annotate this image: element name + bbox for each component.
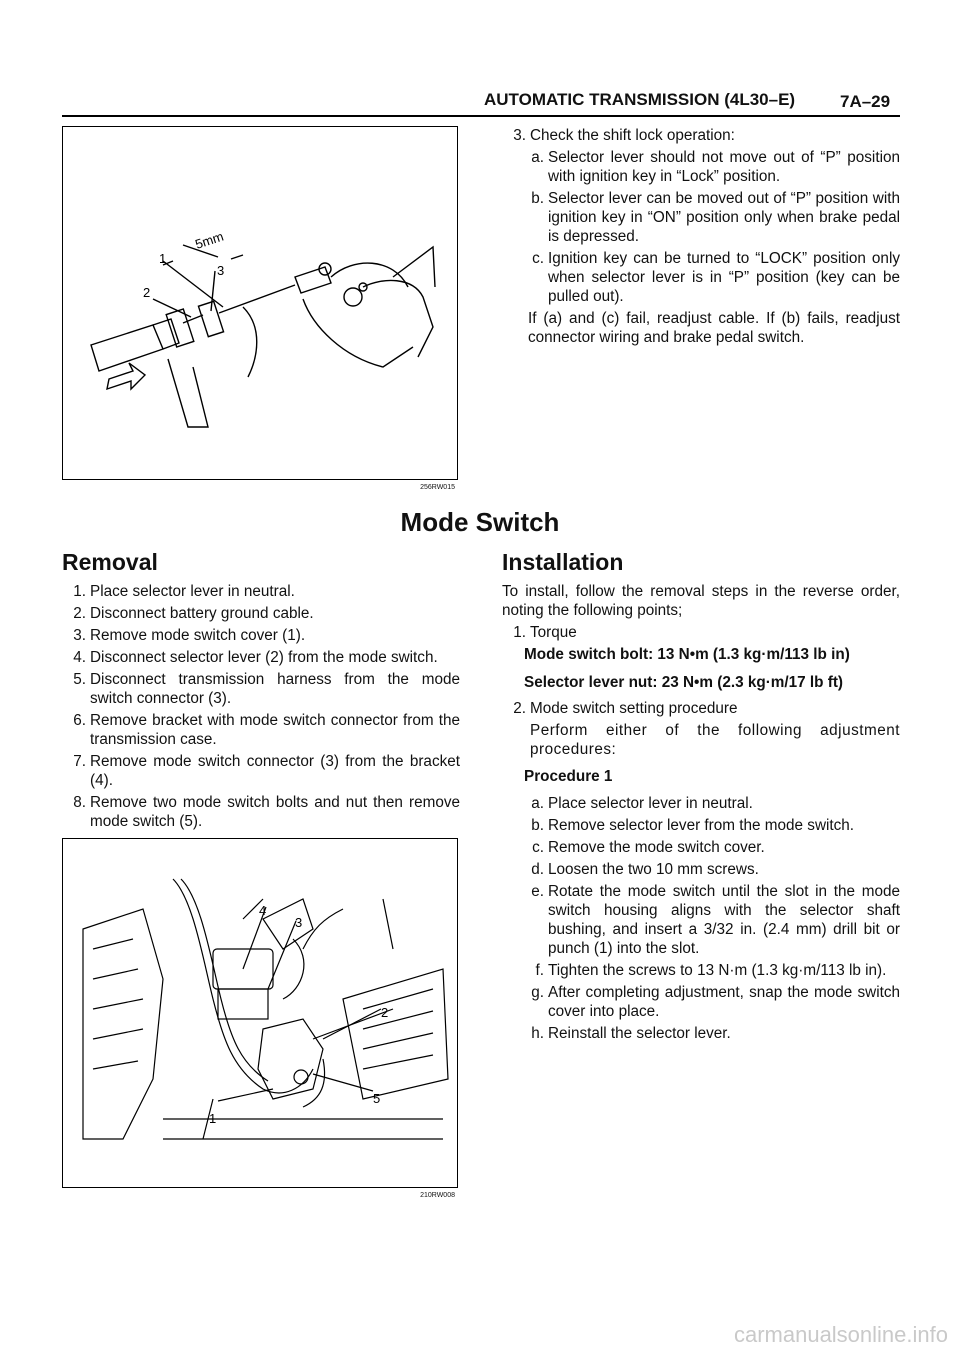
callout-2: 2 (143, 285, 151, 300)
installation-heading: Installation (502, 549, 624, 575)
figure-code: 210RW008 (420, 1192, 455, 1199)
list-item: c. Ignition key can be turned to “LOCK” position only when selector lever is in “P” position (key can be pulled out). (532, 250, 900, 305)
list-item: 3. Check the shift lock operation: (513, 127, 735, 144)
callout-3: 3 (217, 263, 225, 278)
section-title: Mode Switch (400, 507, 560, 537)
figure-mode-switch (62, 838, 458, 1199)
list-item: 3. Remove mode switch cover (1). (73, 627, 306, 644)
header-title: AUTOMATIC TRANSMISSION (4L30–E) (484, 90, 796, 109)
list-item: d. Loosen the two 10 mm screws. (531, 861, 759, 878)
list-item: 5. Disconnect transmission harness from the mode switch connector (3). (73, 671, 460, 707)
torque-spec-bolt: Mode switch bolt: 13 N•m (1.3 kg·m/113 lb in) (524, 646, 850, 663)
list-item: f. Tighten the screws to 13 N·m (1.3 kg·m/113 lb in). (535, 962, 887, 979)
page-header (0, 88, 960, 118)
figure-shift-lock-cable (62, 126, 458, 491)
list-item: b. Selector lever can be moved out of “P” position with ignition key in “ON” position only when brake pedal is depressed. (531, 190, 900, 245)
list-item: e. Rotate the mode switch until the slot in the mode switch housing aligns with the selector shaft bushing, and insert a 3/32 in. (2.4 mm) drill bit or punch (1) into the slot. (531, 883, 900, 957)
list-item: 7. Remove mode switch connector (3) from the bracket (4). (73, 753, 460, 789)
list-item: g. After completing adjustment, snap the mode switch cover into place. (531, 984, 900, 1020)
shift-lock-cable-illustration (63, 127, 459, 481)
list-item: 2. Mode switch setting procedure (513, 700, 738, 717)
callout-4: 4 (259, 903, 267, 918)
callout-3: 3 (295, 915, 303, 930)
removal-steps (62, 582, 460, 834)
shift-lock-section (502, 126, 900, 347)
list-item: 4. Disconnect selector lever (2) from the mode switch. (73, 649, 438, 666)
list-item: 6. Remove bracket with mode switch connector from the transmission case. (73, 712, 460, 748)
list-item: h. Reinstall the selector lever. (531, 1025, 731, 1042)
list-item: 1. Place selector lever in neutral. (73, 583, 295, 600)
mode-switch-illustration (63, 839, 459, 1189)
shift-lock-note: If (a) and (c) fail, readjust cable. If (b) fails, readjust connector wiring and brake pedal switch. (528, 310, 900, 346)
setting-description: Perform either of the following adjustment procedures: (530, 722, 900, 758)
removal-heading: Removal (62, 549, 158, 575)
installation-section (502, 582, 900, 1046)
header-rule (62, 115, 900, 117)
list-item: b. Remove selector lever from the mode switch. (531, 817, 855, 834)
list-item: 8. Remove two mode switch bolts and nut then remove mode switch (5). (73, 794, 460, 830)
callout-5mm: 5mm (193, 228, 226, 252)
page-number: 7A–29 (840, 92, 891, 111)
footer-watermark: carmanualsonline.info (733, 1322, 948, 1347)
list-item: 1. Torque (513, 624, 577, 641)
list-item: 2. Disconnect battery ground cable. (73, 605, 314, 622)
callout-1: 1 (209, 1111, 217, 1126)
callout-2: 2 (381, 1005, 389, 1020)
callout-1: 1 (159, 251, 167, 266)
list-item: a. Place selector lever in neutral. (531, 795, 753, 812)
torque-spec-nut: Selector lever nut: 23 N•m (2.3 kg·m/17 lb ft) (524, 674, 844, 691)
figure-code: 256RW015 (420, 484, 455, 491)
list-item: a. Selector lever should not move out of “P” position with ignition key in “Lock” position. (531, 149, 900, 185)
installation-intro: To install, follow the removal steps in the reverse order, noting the following points; (502, 583, 900, 619)
callout-5: 5 (373, 1091, 381, 1106)
list-item: c. Remove the mode switch cover. (532, 839, 765, 856)
procedure-title: Procedure 1 (524, 768, 613, 785)
